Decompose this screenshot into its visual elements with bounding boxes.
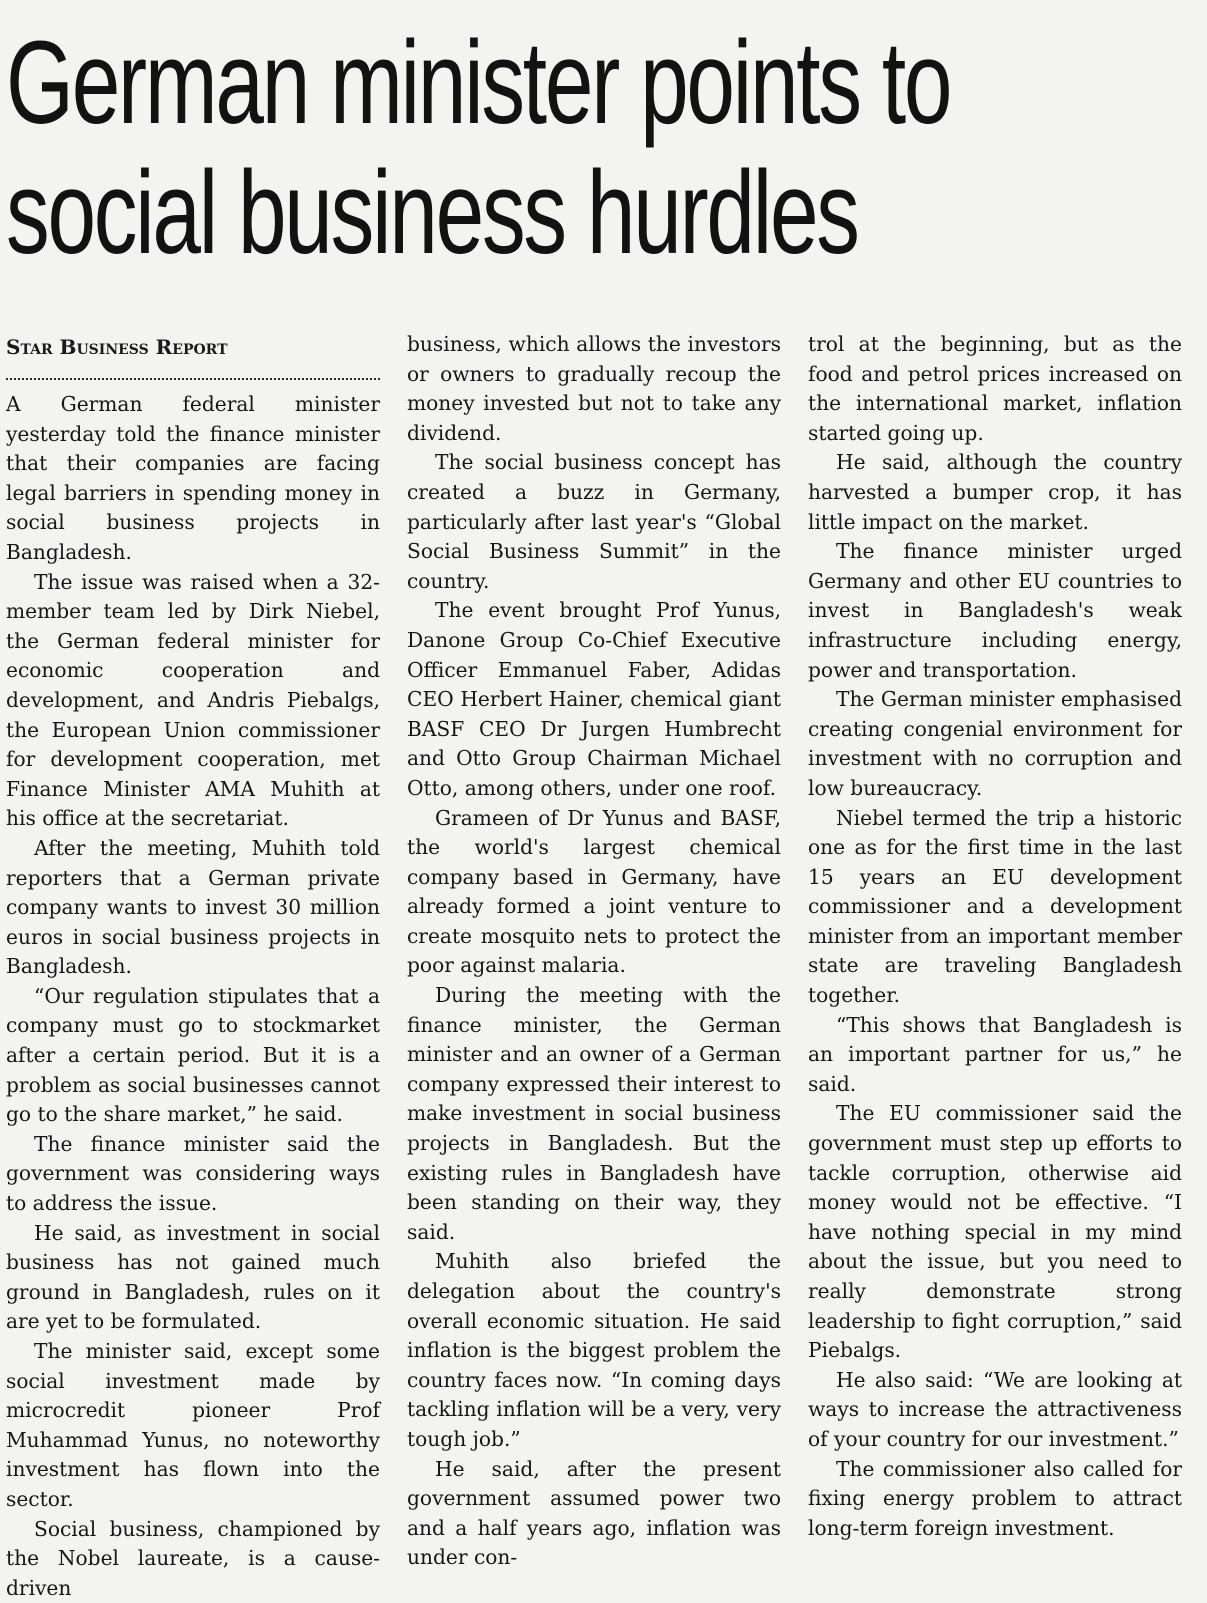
column-1 [6,330,380,1603]
paragraph: trol at the beginning, but as the food and petrol prices increased on the international market, inflation started going up. [808,332,1182,445]
paragraph: The finance minister said the government was considering ways to address the issue. [6,1131,380,1216]
paragraph: During the meeting with the finance minister, the German minister and an owner of a German company expressed their interest to make investment in social business projects in Bangladesh. But the existing rules in Bangladesh have been standing on their way, they said. [407,983,781,1244]
paragraph: The EU commissioner said the government must step up efforts to tackle corruption, otherwise aid money would not be effective. “I have nothing special in my mind about the issue, but you need to really demonstrate strong leadership to fight corruption,” said Piebalgs. [808,1101,1182,1363]
article-columns [6,330,1182,1603]
paragraph: The social business concept has created a buzz in Germany, particularly after last year's “Global Social Business Summit” in the country. [407,450,781,593]
paragraph: The commissioner also called for fixing energy problem to attract long-term foreign investment. [808,1456,1182,1540]
paragraph: A German federal minister yesterday told the finance minister that their companies are facing legal barriers in spending money in social business projects in Bangladesh. [6,392,380,564]
paragraph: He also said: “We are looking at ways to increase the attractiveness of your country for our investment.” [808,1367,1182,1451]
paragraph: Niebel termed the trip a historic one as for the first time in the last 15 years an EU development commissioner and a development minister from an important member state are traveling Bangladesh together. [808,805,1182,1008]
paragraph: He said, after the present government assumed power two and a half years ago, inflation was under con- [407,1456,781,1570]
headline-line-1: German minister points to [6,17,951,149]
headline-line-2: social business hurdles [6,147,858,279]
paragraph: Muhith also briefed the delegation about the country's overall economic situation. He said inflation is the biggest problem the country faces now. “In coming days tackling inflation will be a very, very tough job.” [407,1249,781,1451]
paragraph: The finance minister urged Germany and other EU countries to invest in Bangladesh's weak infrastructure including energy, power and transportation. [808,539,1182,682]
paragraph: The German minister emphasised creating congenial environment for investment with no corruption and low bureaucracy. [808,687,1182,800]
paragraph: Grameen of Dr Yunus and BASF, the world's largest chemical company based in Germany, have already formed a joint venture to create mosquito nets to protect the poor against malaria. [407,805,781,978]
column-3 [808,330,1182,1603]
paragraph: business, which allows the investors or owners to gradually recoup the money invested but not to take any dividend. [407,332,781,445]
paragraph: After the meeting, Muhith told reporters that a German private company wants to invest 30 million euros in social business projects in Bangladesh. [6,835,380,979]
paragraph: The minister said, except some social investment made by microcredit pioneer Prof Muhammad Yunus, no noteworthy investment has flown into the sector. [6,1339,380,1511]
column-2 [407,330,781,1603]
paragraph: The event brought Prof Yunus, Danone Group Co-Chief Executive Officer Emmanuel Faber, Adidas CEO Herbert Hainer, chemical giant BASF CEO Dr Jurgen Humbrecht and Otto Group Chairman Michael Otto, among others, under one roof. [407,598,781,800]
paragraph: “This shows that Bangladesh is an important partner for us,” he said. [808,1012,1182,1096]
paragraph: Social business, championed by the Nobel laureate, is a cause-driven [6,1516,380,1600]
paragraph: The issue was raised when a 32-member team led by Dirk Niebel, the German federal minister for economic cooperation and development, and Andris Piebalgs, the European Union commissioner for development cooperation, met Finance Minister AMA Muhith at his office at the secretariat. [6,569,380,831]
paragraph: He said, as investment in social business has not gained much ground in Bangladesh, rules on it are yet to be formulated. [6,1220,380,1334]
byline: Star Business Report [6,335,228,359]
paragraph: “Our regulation stipulates that a company must go to stockmarket after a certain period. But it is a problem as social businesses cannot go to the share market,” he said. [6,983,380,1127]
headline [6,0,951,338]
dotted-divider [6,370,380,380]
paragraph: He said, although the country harvested a bumper crop, it has little impact on the market. [808,450,1182,534]
